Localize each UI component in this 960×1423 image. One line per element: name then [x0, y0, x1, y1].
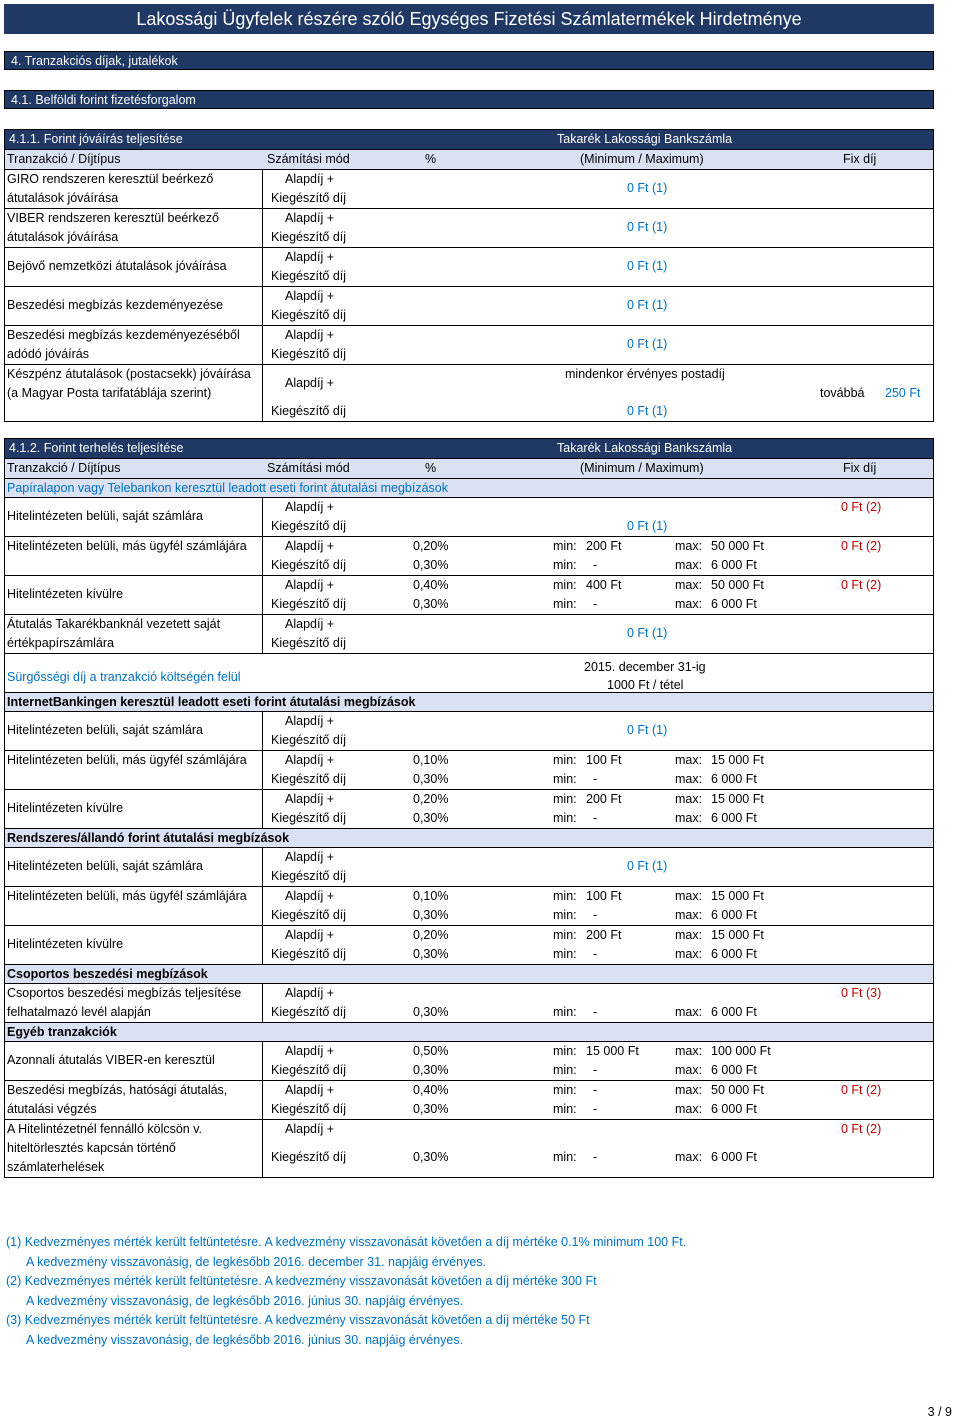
min-value: -: [593, 772, 598, 786]
table-title-row: [5, 439, 933, 458]
row-label: Csoportos beszedési megbízás teljesítése felhatalmazó levél alapján: [7, 986, 242, 1019]
percent-value: 0,30%: [413, 1150, 449, 1164]
base-fee-label: Alapdíj +: [285, 889, 334, 903]
base-fee-label: Alapdíj +: [285, 211, 334, 225]
page-number: 3 / 9: [927, 1405, 952, 1419]
table-row: [5, 247, 933, 286]
max-label: max:: [675, 1150, 703, 1164]
fix-fee: 0 Ft (1): [627, 626, 668, 640]
min-label: min:: [553, 753, 577, 767]
max-value: 6 000 Ft: [711, 1150, 757, 1164]
min-value: 200 Ft: [586, 792, 622, 806]
max-value: 15 000 Ft: [711, 928, 764, 942]
table-row: [5, 711, 933, 750]
max-value: 15 000 Ft: [711, 889, 764, 903]
min-label: min:: [553, 578, 577, 592]
subsection-header: [5, 692, 933, 711]
fix-fee: 0 Ft (2): [841, 500, 882, 514]
col-header-percent: %: [425, 461, 437, 475]
fix-fee: 0 Ft (1): [627, 259, 668, 273]
table-row: [5, 1119, 933, 1177]
row-label: Bejövő nemzetközi átutalások jóváírása: [7, 259, 227, 273]
table-row: [5, 847, 933, 886]
table-title-row: [5, 130, 933, 149]
min-value: 100 Ft: [586, 753, 622, 767]
supplementary-fee-label: Kiegészítő díj: [271, 558, 347, 572]
supplementary-fee-label: Kiegészítő díj: [271, 1063, 347, 1077]
row-label: Beszedési megbízás kezdeményezéséből adódó jóváírás: [7, 328, 240, 361]
supplementary-fee-label: Kiegészítő díj: [271, 869, 347, 883]
max-value: 15 000 Ft: [711, 753, 764, 767]
max-value: 50 000 Ft: [711, 1083, 764, 1097]
table-row: [5, 169, 933, 208]
max-label: max:: [675, 792, 703, 806]
table-row: [5, 1080, 933, 1119]
product-name: Takarék Lakossági Bankszámla: [557, 132, 733, 146]
max-label: max:: [675, 1083, 703, 1097]
percent-value: 0,10%: [413, 753, 449, 767]
col-header-minmax: (Minimum / Maximum): [580, 461, 704, 475]
base-fee-label: Alapdíj +: [285, 617, 334, 631]
max-label: max:: [675, 1102, 703, 1116]
fix-fee: 0 Ft (1): [627, 181, 668, 195]
supplementary-fee-label: Kiegészítő díj: [271, 269, 347, 283]
footnote-2-validity: A kedvezmény visszavonásig, de legkésőbb 2016. június 30. napjáig érvényes.: [26, 1293, 464, 1308]
max-label: max:: [675, 772, 703, 786]
supplementary-fee-label: Kiegészítő díj: [271, 733, 347, 747]
max-label: max:: [675, 1063, 703, 1077]
max-label: max:: [675, 1044, 703, 1058]
fix-fee: 0 Ft (1): [627, 220, 668, 234]
max-value: 6 000 Ft: [711, 558, 757, 572]
section-heading-4: 4. Tranzakciós díjak, jutalékok: [4, 51, 934, 70]
base-fee-label: Alapdíj +: [285, 328, 334, 342]
min-label: min:: [553, 947, 577, 961]
max-value: 6 000 Ft: [711, 908, 757, 922]
base-fee-label: Alapdíj +: [285, 928, 334, 942]
max-label: max:: [675, 908, 703, 922]
percent-value: 0,40%: [413, 1083, 449, 1097]
percent-value: 0,30%: [413, 1005, 449, 1019]
table-row: [5, 750, 933, 789]
percent-value: 0,30%: [413, 1063, 449, 1077]
subsection-title: Rendszeres/állandó forint átutalási megbízások: [7, 831, 290, 845]
table-row: [5, 208, 933, 247]
footnote-1: (1) Kedvezményes mérték került feltüntetésre. A kedvezmény visszavonását követően a díj mértéke 0.1% minimum 100 Ft.: [6, 1235, 687, 1249]
max-label: max:: [675, 947, 703, 961]
max-label: max:: [675, 558, 703, 572]
postal-fee-note: mindenkor érvényes postadíj: [565, 367, 725, 381]
supplementary-fee-label: Kiegészítő díj: [271, 1150, 347, 1164]
min-label: min:: [553, 597, 577, 611]
min-value: -: [593, 947, 598, 961]
percent-value: 0,30%: [413, 908, 449, 922]
min-label: min:: [553, 811, 577, 825]
min-value: -: [593, 1083, 598, 1097]
max-value: 50 000 Ft: [711, 578, 764, 592]
max-label: max:: [675, 928, 703, 942]
percent-value: 0,30%: [413, 811, 449, 825]
min-value: 400 Ft: [586, 578, 622, 592]
base-fee-label: Alapdíj +: [285, 172, 334, 186]
row-label: Sürgősségi díj a tranzakció költségén felül: [7, 670, 241, 684]
row-label: Hitelintézeten kívülre: [7, 937, 124, 951]
base-fee-label: Alapdíj +: [285, 1044, 334, 1058]
max-value: 6 000 Ft: [711, 811, 757, 825]
supplementary-fee-label: Kiegészítő díj: [271, 519, 347, 533]
col-header-fix: Fix díj: [843, 152, 877, 166]
percent-value: 0,30%: [413, 772, 449, 786]
supplementary-fee-label: Kiegészítő díj: [271, 597, 347, 611]
table-4-1-2: [4, 438, 934, 1178]
fix-fee: 0 Ft (1): [627, 337, 668, 351]
base-fee-label: Alapdíj +: [285, 1122, 334, 1136]
fix-fee: 250 Ft: [885, 386, 921, 400]
min-label: min:: [553, 1005, 577, 1019]
min-value: -: [593, 1150, 598, 1164]
min-value: -: [593, 597, 598, 611]
subsection-header: [5, 1022, 933, 1041]
urgent-fee: 1000 Ft / tétel: [607, 678, 684, 692]
percent-value: 0,30%: [413, 597, 449, 611]
supplementary-fee-label: Kiegészítő díj: [271, 772, 347, 786]
col-header-transaction: Tranzakció / Díjtípus: [7, 461, 121, 475]
table-4-1-1: [4, 129, 934, 422]
supplementary-fee-label: Kiegészítő díj: [271, 1102, 347, 1116]
row-label: Hitelintézeten kívülre: [7, 587, 124, 601]
min-label: min:: [553, 1083, 577, 1097]
min-value: -: [593, 1102, 598, 1116]
subsection-header: [5, 964, 933, 983]
max-value: 6 000 Ft: [711, 597, 757, 611]
row-label: VIBER rendszeren keresztül beérkező átutalások jóváírása: [7, 211, 219, 244]
table-row: [5, 789, 933, 828]
min-label: min:: [553, 1150, 577, 1164]
row-label: Hitelintézeten belüli, más ügyfél számlájára: [7, 539, 247, 553]
row-label: Készpénz átutalások (postacsekk) jóváírása (a Magyar Posta tarifatáblája szerint): [7, 367, 251, 400]
base-fee-label: Alapdíj +: [285, 289, 334, 303]
row-label: Hitelintézeten belüli, saját számlára: [7, 509, 203, 523]
supplementary-fee-label: Kiegészítő díj: [271, 230, 347, 244]
max-value: 6 000 Ft: [711, 772, 757, 786]
table-row: [5, 364, 933, 421]
fix-fee: 0 Ft (2): [841, 539, 882, 553]
footnotes: [6, 1233, 686, 1350]
max-label: max:: [675, 811, 703, 825]
table-row: [5, 886, 933, 925]
col-header-method: Számítási mód: [267, 152, 350, 166]
table-row: [5, 536, 933, 575]
row-label: Hitelintézeten belüli, saját számlára: [7, 723, 203, 737]
subsection-title: Papíralapon vagy Telebankon keresztül leadott eseti forint átutalási megbízások: [7, 481, 449, 495]
footnote-3: (3) Kedvezményes mérték került feltüntetésre. A kedvezmény visszavonását követően a díj mértéke 50 Ft: [6, 1313, 590, 1327]
table-row: [5, 983, 933, 1022]
base-fee-label: Alapdíj +: [285, 753, 334, 767]
fix-fee: 0 Ft (2): [841, 578, 882, 592]
row-label: Hitelintézeten belüli, saját számlára: [7, 859, 203, 873]
min-label: min:: [553, 908, 577, 922]
supplementary-fee-label: Kiegészítő díj: [271, 908, 347, 922]
min-value: -: [593, 558, 598, 572]
col-header-transaction: Tranzakció / Díjtípus: [7, 152, 121, 166]
min-label: min:: [553, 539, 577, 553]
urgent-deadline: 2015. december 31-ig: [584, 660, 706, 674]
supplementary-fee-label: Kiegészítő díj: [271, 947, 347, 961]
base-fee-label: Alapdíj +: [285, 500, 334, 514]
subsection-header: [5, 828, 933, 847]
supplementary-fee-label: Kiegészítő díj: [271, 308, 347, 322]
base-fee-label: Alapdíj +: [285, 578, 334, 592]
percent-value: 0,20%: [413, 928, 449, 942]
min-label: min:: [553, 1063, 577, 1077]
base-fee-label: Alapdíj +: [285, 714, 334, 728]
max-label: max:: [675, 539, 703, 553]
max-label: max:: [675, 1005, 703, 1019]
subsection-title: Csoportos beszedési megbízások: [7, 967, 208, 981]
max-value: 50 000 Ft: [711, 539, 764, 553]
fix-fee: 0 Ft (1): [627, 723, 668, 737]
col-header-minmax: (Minimum / Maximum): [580, 152, 704, 166]
row-label: GIRO rendszeren keresztül beérkező átutalások jóváírása: [7, 172, 214, 205]
min-value: -: [593, 1063, 598, 1077]
fix-fee: 0 Ft (3): [841, 986, 882, 1000]
base-fee-label: Alapdíj +: [285, 792, 334, 806]
fix-fee: 0 Ft (1): [627, 519, 668, 533]
max-label: max:: [675, 578, 703, 592]
supplementary-fee-label: Kiegészítő díj: [271, 811, 347, 825]
fix-fee: 0 Ft (1): [627, 298, 668, 312]
base-fee-label: Alapdíj +: [285, 539, 334, 553]
column-header-row: [5, 149, 933, 169]
footnote-3-validity: A kedvezmény visszavonásig, de legkésőbb 2016. június 30. napjáig érvényes.: [26, 1332, 464, 1347]
percent-value: 0,40%: [413, 578, 449, 592]
supplementary-fee-label: Kiegészítő díj: [271, 347, 347, 361]
min-label: min:: [553, 928, 577, 942]
min-value: -: [593, 1005, 598, 1019]
base-fee-label: Alapdíj +: [285, 250, 334, 264]
min-label: min:: [553, 792, 577, 806]
max-value: 6 000 Ft: [711, 947, 757, 961]
base-fee-label: Alapdíj +: [285, 376, 334, 390]
row-label: Beszedési megbízás, hatósági átutalás, átutalási végzés: [7, 1083, 228, 1116]
row-label: Hitelintézeten kívülre: [7, 801, 124, 815]
row-label: Beszedési megbízás kezdeményezése: [7, 298, 224, 312]
max-value: 6 000 Ft: [711, 1005, 757, 1019]
percent-value: 0,20%: [413, 792, 449, 806]
row-label: Átutalás Takarékbanknál vezetett saját értékpapírszámlára: [7, 617, 221, 650]
max-label: max:: [675, 753, 703, 767]
percent-value: 0,30%: [413, 1102, 449, 1116]
min-value: -: [593, 908, 598, 922]
fix-fee: 0 Ft (2): [841, 1122, 882, 1136]
row-label: Hitelintézeten belüli, más ügyfél számlájára: [7, 889, 247, 903]
row-label: Azonnali átutalás VIBER-en keresztül: [7, 1053, 215, 1067]
min-label: min:: [553, 772, 577, 786]
percent-value: 0,50%: [413, 1044, 449, 1058]
max-label: max:: [675, 597, 703, 611]
row-label: A Hitelintézetnél fennálló kölcsön v. hiteltörlesztés kapcsán történő számlaterhelések: [7, 1122, 203, 1174]
footnote-1-validity: A kedvezmény visszavonásig, de legkésőbb 2016. december 31. napjáig érvényes.: [26, 1254, 487, 1269]
max-value: 15 000 Ft: [711, 792, 764, 806]
footnote-2: (2) Kedvezményes mérték került feltüntetésre. A kedvezmény visszavonását követően a díj mértéke 300 Ft: [6, 1274, 597, 1288]
document-title: Lakossági Ügyfelek részére szóló Egységes Fizetési Számlatermékek Hirdetménye: [4, 4, 934, 34]
max-value: 100 000 Ft: [711, 1044, 771, 1058]
fix-fee: 0 Ft (1): [627, 859, 668, 873]
product-name: Takarék Lakossági Bankszámla: [557, 441, 733, 455]
supplementary-fee-label: Kiegészítő díj: [271, 1005, 347, 1019]
base-fee-label: Alapdíj +: [285, 850, 334, 864]
table-row: [5, 614, 933, 653]
percent-value: 0,30%: [413, 947, 449, 961]
col-header-fix: Fix díj: [843, 461, 877, 475]
table-row: [5, 325, 933, 364]
min-value: -: [593, 811, 598, 825]
subsection-title: InternetBankingen keresztül leadott eseti forint átutalási megbízások: [7, 695, 416, 709]
table-row: [5, 497, 933, 536]
base-fee-label: Alapdíj +: [285, 986, 334, 1000]
column-header-row: [5, 458, 933, 478]
percent-value: 0,20%: [413, 539, 449, 553]
min-value: 100 Ft: [586, 889, 622, 903]
table-row: [5, 286, 933, 325]
min-label: min:: [553, 889, 577, 903]
table-title: 4.1.2. Forint terhelés teljesítése: [9, 441, 184, 455]
subsection-header: [5, 478, 933, 497]
percent-value: 0,30%: [413, 558, 449, 572]
min-label: min:: [553, 1044, 577, 1058]
table-row: [5, 925, 933, 964]
base-fee-label: Alapdíj +: [285, 1083, 334, 1097]
percent-value: 0,10%: [413, 889, 449, 903]
fix-fee: 0 Ft (2): [841, 1083, 882, 1097]
max-value: 6 000 Ft: [711, 1102, 757, 1116]
min-value: 15 000 Ft: [586, 1044, 639, 1058]
table-title: 4.1.1. Forint jóváírás teljesítése: [9, 132, 183, 146]
table-row: [5, 1041, 933, 1080]
col-header-percent: %: [425, 152, 437, 166]
supplementary-fee-label: Kiegészítő díj: [271, 636, 347, 650]
supplementary-fee-label: Kiegészítő díj: [271, 191, 347, 205]
min-value: 200 Ft: [586, 539, 622, 553]
col-header-method: Számítási mód: [267, 461, 350, 475]
max-label: max:: [675, 889, 703, 903]
min-label: min:: [553, 558, 577, 572]
table-row: [5, 653, 933, 692]
min-label: min:: [553, 1102, 577, 1116]
additionally-label: továbbá: [820, 386, 865, 400]
table-row: [5, 575, 933, 614]
max-value: 6 000 Ft: [711, 1063, 757, 1077]
min-value: 200 Ft: [586, 928, 622, 942]
subsection-title: Egyéb tranzakciók: [7, 1025, 117, 1039]
section-heading-4-1: 4.1. Belföldi forint fizetésforgalom: [4, 90, 934, 109]
fix-fee: 0 Ft (1): [627, 404, 668, 418]
row-label: Hitelintézeten belüli, más ügyfél számlájára: [7, 753, 247, 767]
supplementary-fee-label: Kiegészítő díj: [271, 404, 347, 418]
